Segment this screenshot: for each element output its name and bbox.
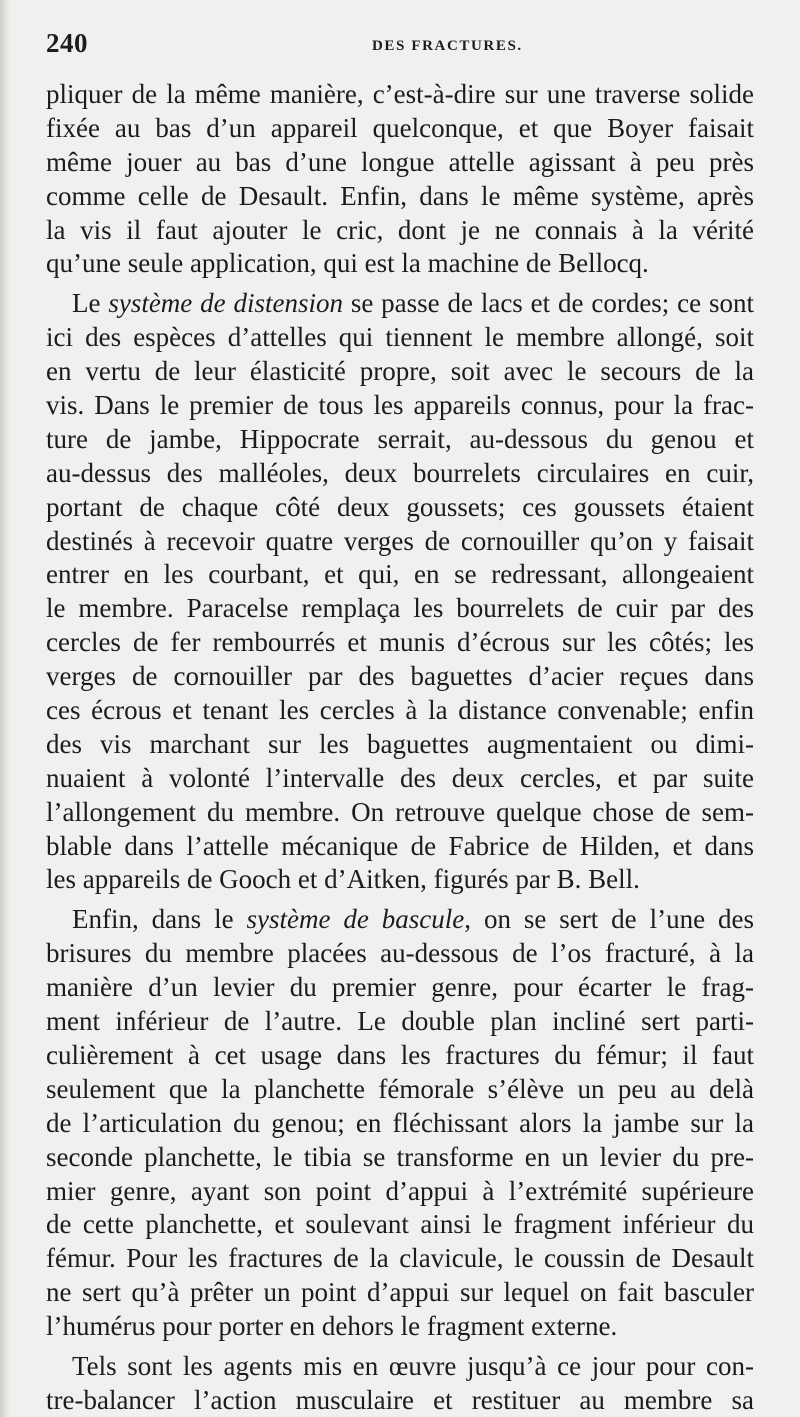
text-line <box>46 1039 754 1073</box>
text-run: ment inférieur de l’autre. Le double plan incliné sert parti- <box>46 1006 754 1037</box>
text-run: blable dans l’attelle mécanique de Fabrice de Hilden, et dans <box>46 830 754 861</box>
text-run: culièrement à cet usage dans les fractures du fémur; il faut <box>46 1039 754 1070</box>
text-line <box>46 491 754 525</box>
text-run: ici des espèces d’attelles qui tiennent le membre allongé, soit <box>46 322 754 353</box>
text-run: des vis marchant sur les baguettes augmentaient ou dimi- <box>46 728 754 759</box>
text-run: cercles de fer rembourrés et munis d’écrous sur les côtés; les <box>46 627 754 658</box>
text-run: , on se sert de l’une des <box>464 904 754 935</box>
text-run: au-dessus des malléoles, deux bourrelets circulaires en cuir, <box>46 457 754 488</box>
text-run: pliquer de la même manière, c’est-à-dire sur une traverse solide <box>46 79 754 109</box>
text-line <box>46 558 754 592</box>
text-line <box>46 903 754 937</box>
text-run: seulement que la planchette fémorale s’élève un peu au delà <box>46 1073 754 1104</box>
text-run: même jouer au bas d’une longue attelle agissant à peu près <box>46 146 754 177</box>
text-line <box>46 1141 754 1175</box>
paragraph <box>46 78 754 281</box>
text-line <box>46 971 754 1005</box>
text-run: le membre. Paracelse remplaça les bourrelets de cuir par des <box>46 593 754 624</box>
running-head: DES FRACTURES. <box>372 38 523 54</box>
text-run: nuaient à volonté l’intervalle des deux cercles, et par suite <box>46 762 754 793</box>
text-run: comme celle de Desault. Enfin, dans le même système, après <box>46 180 754 211</box>
text-line <box>46 863 754 897</box>
text-line <box>46 146 754 180</box>
text-line <box>46 1276 754 1310</box>
text-line <box>46 660 754 694</box>
text-run: en vertu de leur élasticité propre, soit avec le secours de la <box>46 356 754 387</box>
text-run: l’allongement du membre. On retrouve quelque chose de sem- <box>46 796 754 827</box>
body-text <box>46 78 754 1417</box>
text-line <box>46 457 754 491</box>
text-line <box>46 1310 754 1344</box>
text-run: se passe de lacs et de cordes; ce sont <box>342 288 754 319</box>
text-run: destinés à recevoir quatre verges de cornouiller qu’on y faisait <box>46 525 754 556</box>
text-line <box>46 1242 754 1276</box>
text-line <box>46 1208 754 1242</box>
text-line <box>46 287 754 321</box>
text-run: mier genre, ayant son point d’appui à l’extrémité supérieure <box>46 1175 754 1206</box>
text-run: l’humérus pour porter en dehors le fragment externe. <box>46 1311 618 1342</box>
text-line <box>46 1384 754 1417</box>
paragraph <box>46 903 754 1344</box>
text-line <box>46 423 754 457</box>
text-line <box>46 694 754 728</box>
text-run: de l’articulation du genou; en fléchissant alors la jambe sur la <box>46 1107 754 1138</box>
text-line <box>46 1073 754 1107</box>
text-line <box>46 937 754 971</box>
text-line <box>46 1350 754 1384</box>
text-line <box>46 1175 754 1209</box>
text-line <box>46 830 754 864</box>
text-run: de cette planchette, et soulevant ainsi le fragment inférieur du <box>46 1209 754 1240</box>
text-run: tre-balancer l’action musculaire et restituer au membre sa <box>46 1384 754 1415</box>
text-run: fixée au bas d’un appareil quelconque, et que Boyer faisait <box>46 112 754 143</box>
text-run: les appareils de Gooch et d’Aitken, figurés par B. Bell. <box>46 864 640 895</box>
text-run: portant de chaque côté deux goussets; ces goussets étaient <box>46 491 754 522</box>
text-run: verges de cornouiller par des baguettes d’acier reçues dans <box>46 661 754 692</box>
text-line <box>46 525 754 559</box>
text-run: ture de jambe, Hippocrate serrait, au-dessous du genou et <box>46 423 754 454</box>
italic-term: système de distension <box>108 288 343 319</box>
text-run: ces écrous et tenant les cercles à la distance convenable; enfin <box>46 695 754 726</box>
text-line <box>46 728 754 762</box>
text-run: Enfin, dans le <box>72 904 247 935</box>
text-line <box>46 389 754 423</box>
paragraph <box>46 1350 754 1417</box>
page-header <box>46 26 754 66</box>
text-line <box>46 1107 754 1141</box>
text-run: fémur. Pour les fractures de la clavicule, le coussin de Desault <box>46 1243 754 1274</box>
text-line <box>46 321 754 355</box>
text-run: la vis il faut ajouter le cric, dont je ne connais à la vérité <box>46 214 754 245</box>
text-run: ne sert qu’à prêter un point d’appui sur lequel on fait basculer <box>46 1277 754 1308</box>
text-run: qu’une seule application, qui est la machine de Bellocq. <box>46 248 649 279</box>
page-number: 240 <box>46 28 88 58</box>
text-line <box>46 796 754 830</box>
italic-term: système de bascule <box>246 904 465 935</box>
paragraph <box>46 287 754 897</box>
text-run: brisures du membre placées au-dessous de l’os fracturé, à la <box>46 938 754 969</box>
text-line <box>46 247 754 281</box>
text-run: Tels sont les agents mis en œuvre jusqu’à ce jour pour con- <box>72 1350 754 1381</box>
text-line <box>46 180 754 214</box>
text-run: seconde planchette, le tibia se transforme en un levier du pre- <box>46 1141 754 1172</box>
text-run: manière d’un levier du premier genre, pour écarter le frag- <box>46 972 754 1003</box>
page-gutter-shadow <box>0 0 10 1417</box>
text-line <box>46 762 754 796</box>
text-line <box>46 355 754 389</box>
text-line <box>46 1005 754 1039</box>
text-line <box>46 626 754 660</box>
text-line <box>46 214 754 248</box>
text-run: vis. Dans le premier de tous les appareils connus, pour la frac- <box>46 390 754 421</box>
text-line <box>46 78 754 112</box>
text-line <box>46 112 754 146</box>
text-run: Le <box>72 288 109 319</box>
text-line <box>46 592 754 626</box>
text-run: entrer en les courbant, et qui, en se redressant, allongeaient <box>46 559 754 590</box>
